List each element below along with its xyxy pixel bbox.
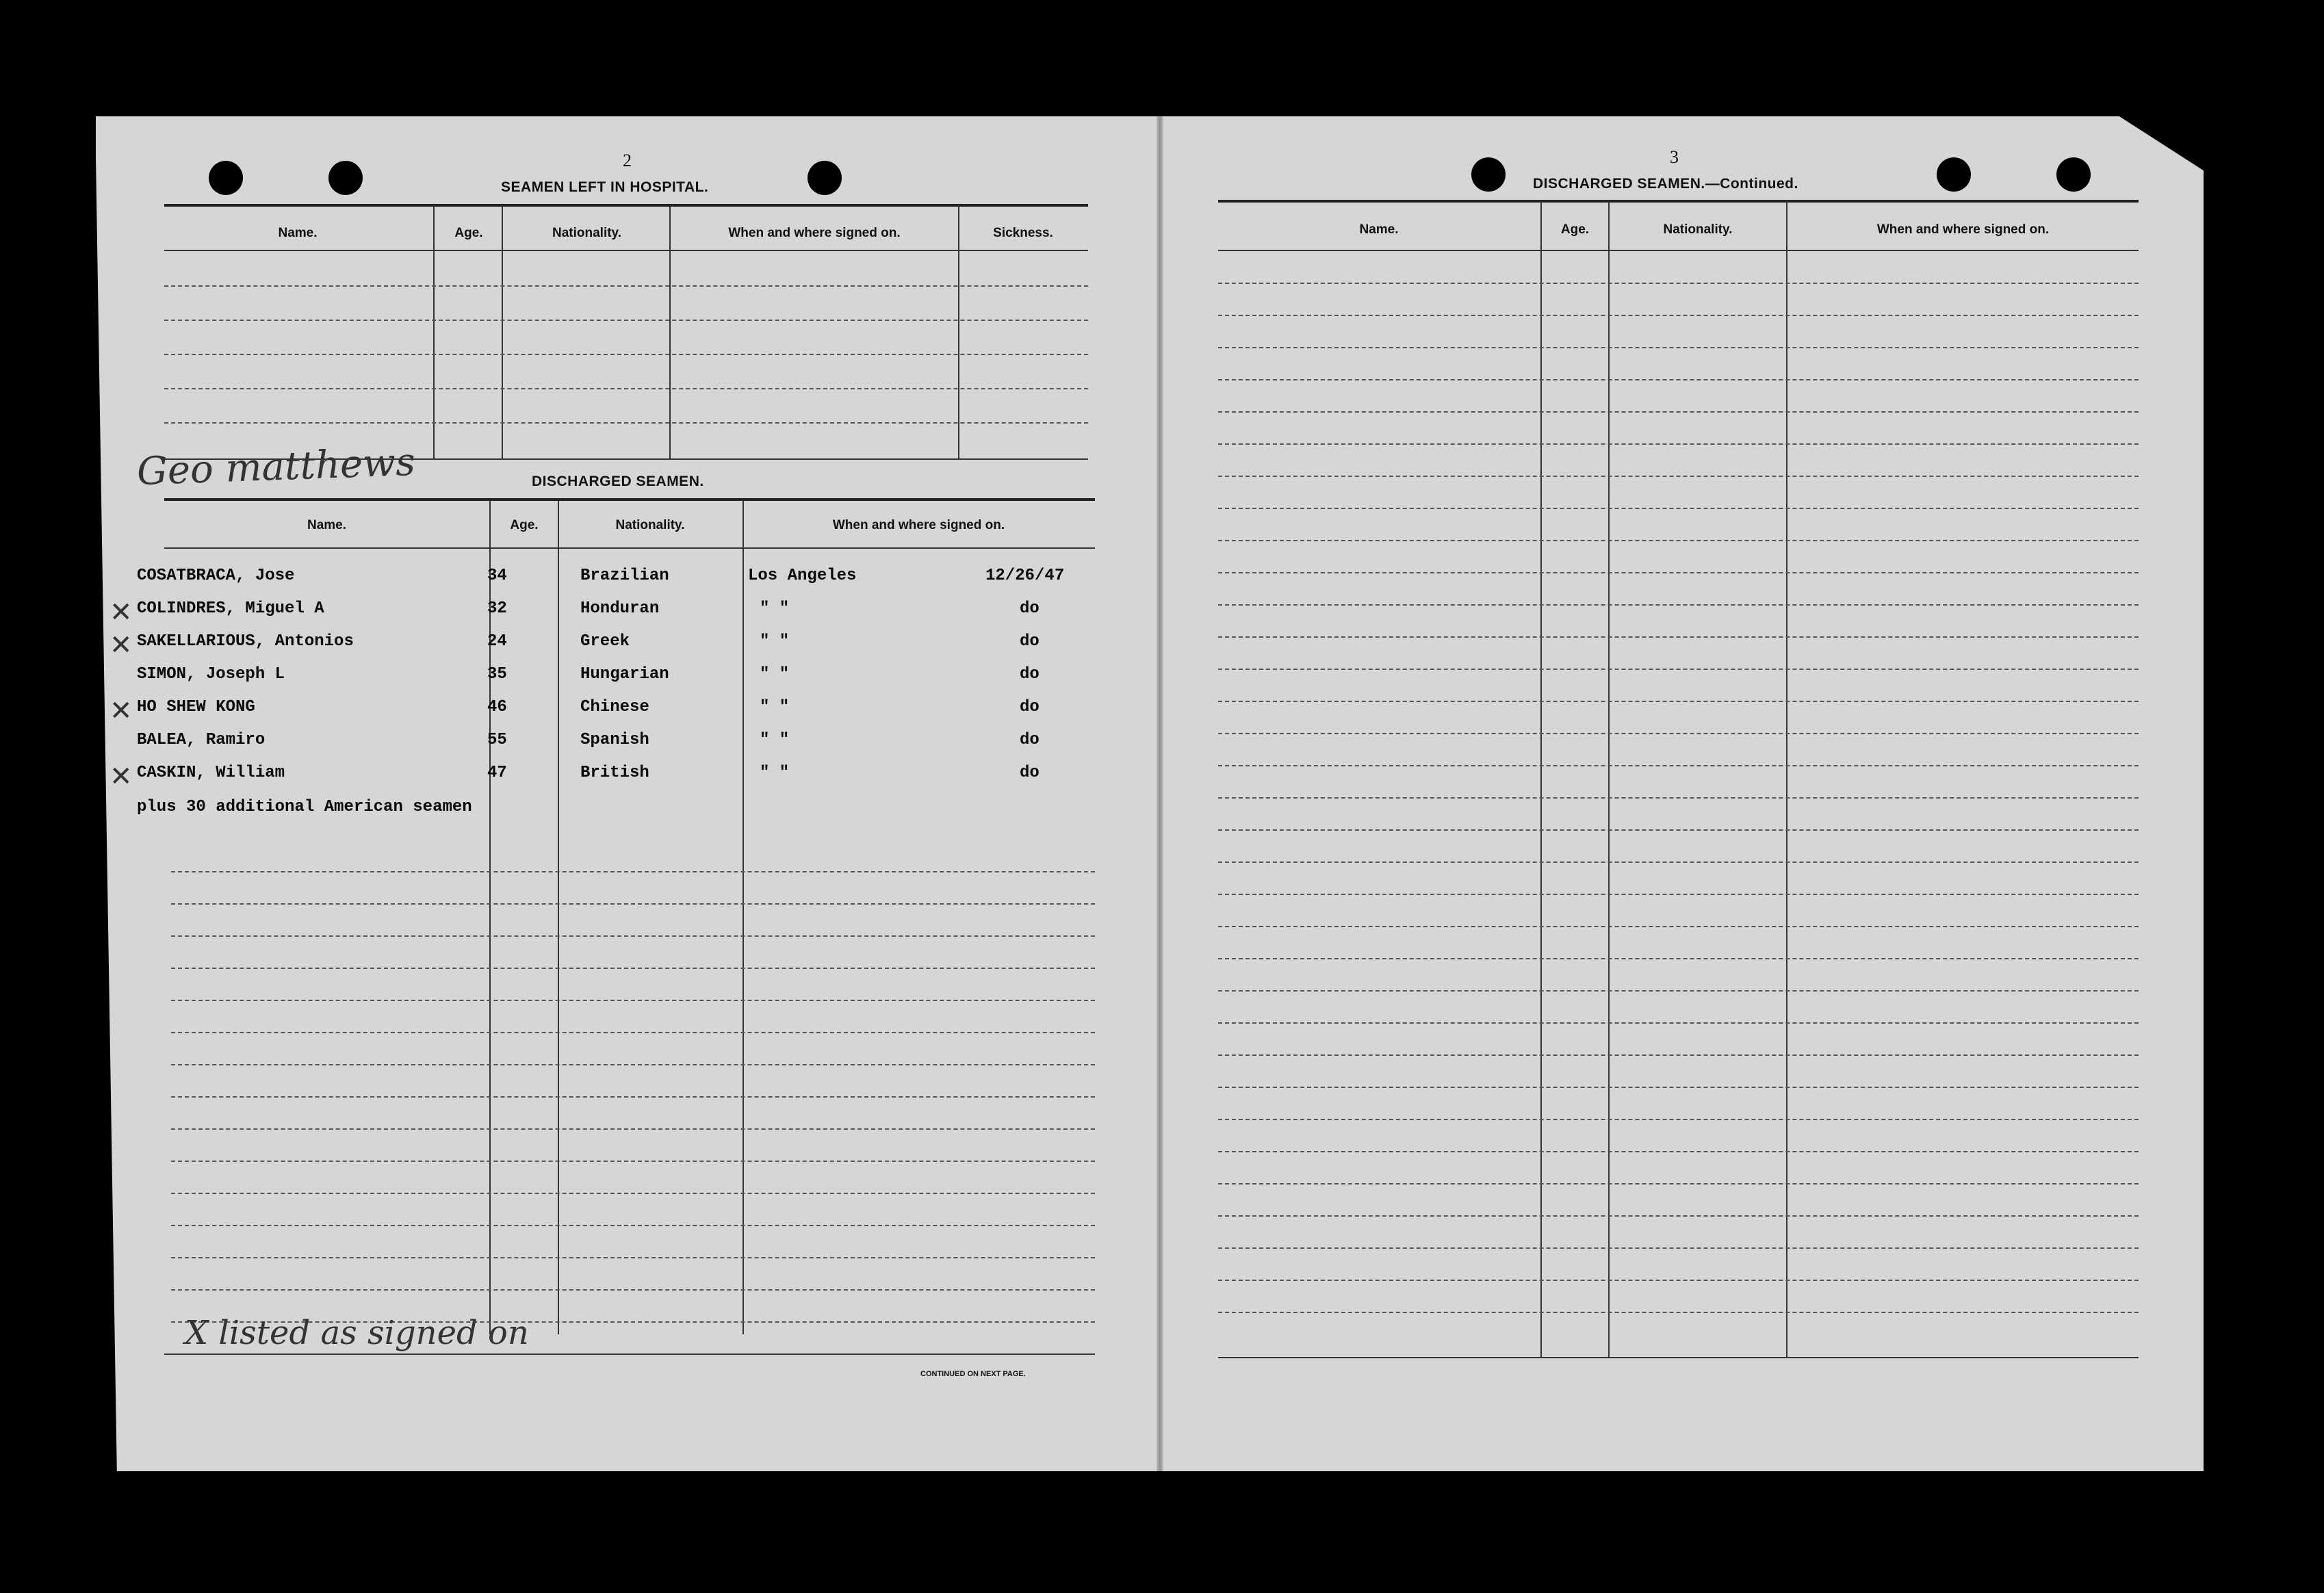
punch-hole	[328, 161, 363, 195]
seaman-age: 55	[487, 731, 507, 749]
right-header-rule	[1218, 250, 2139, 251]
seaman-nationality: Brazilian	[580, 567, 669, 585]
punch-hole	[1937, 157, 1971, 192]
right-col-signed-on: When and where signed on.	[1876, 222, 2050, 237]
ruled-line	[171, 1128, 1095, 1130]
ruled-line	[1218, 347, 2139, 348]
handwritten-footnote: X listed as signed on	[185, 1314, 529, 1352]
seaman-name: SIMON, Joseph L	[137, 665, 285, 684]
hospital-col-signed-on: When and where signed on.	[728, 226, 901, 240]
handwritten-name: Geo matthews	[135, 439, 416, 495]
seaman-name: CASKIN, William	[137, 764, 285, 782]
ruled-line	[1218, 540, 2139, 541]
seaman-nationality: Hungarian	[580, 665, 669, 684]
discharged-col-divider	[489, 500, 491, 1334]
signed-on-date: do	[1020, 632, 1040, 651]
page-fold	[1157, 116, 1163, 1471]
signed-on-place: " "	[760, 731, 790, 749]
ruled-line	[164, 320, 1088, 321]
discharged-col-signed-on: When and where signed on.	[832, 518, 1005, 532]
right-table-bottom-rule	[1218, 1357, 2139, 1358]
ruled-line	[171, 1193, 1095, 1194]
seaman-age: 24	[487, 632, 507, 651]
ruled-line	[1218, 1087, 2139, 1088]
ruled-line	[1218, 604, 2139, 606]
signed-on-place: " "	[760, 665, 790, 684]
seaman-name: HO SHEW KONG	[137, 698, 255, 716]
ruled-line	[1218, 476, 2139, 477]
ruled-line	[171, 1257, 1095, 1258]
discharged-continued-title: DISCHARGED SEAMEN.—Continued.	[1533, 176, 1798, 192]
ruled-line	[1218, 1280, 2139, 1281]
seaman-name: COSATBRACA, Jose	[137, 567, 295, 585]
ruled-line	[1218, 1054, 2139, 1056]
ruled-line	[1218, 862, 2139, 863]
right-col-age: Age.	[1560, 222, 1590, 237]
right-col-name: Name.	[1359, 222, 1399, 237]
signed-on-date: do	[1020, 665, 1040, 684]
seaman-nationality: British	[580, 764, 649, 782]
ruled-line	[1218, 958, 2139, 959]
discharged-title: DISCHARGED SEAMEN.	[532, 474, 704, 489]
ruled-line	[171, 935, 1095, 937]
seaman-age: 47	[487, 764, 507, 782]
signed-on-date: do	[1020, 599, 1040, 618]
seaman-age: 35	[487, 665, 507, 684]
ruled-line	[1218, 765, 2139, 766]
page-number: 2	[623, 151, 632, 170]
discharged-table-top-rule	[164, 498, 1095, 501]
seaman-nationality: Spanish	[580, 731, 649, 749]
ruled-line	[1218, 829, 2139, 831]
discharged-col-divider	[558, 500, 559, 1334]
page-number: 3	[1670, 147, 1679, 167]
ruled-line	[1218, 283, 2139, 284]
punch-hole	[2056, 157, 2091, 192]
signed-on-place: " "	[760, 632, 790, 651]
discharged-col-name: Name.	[307, 518, 347, 532]
ruled-line	[1218, 1022, 2139, 1024]
ruled-line	[171, 1000, 1095, 1001]
continued-footer: CONTINUED ON NEXT PAGE.	[920, 1370, 1026, 1378]
signed-on-place: " "	[760, 599, 790, 618]
ruled-line	[171, 1225, 1095, 1226]
ruled-line	[1218, 636, 2139, 638]
ruled-line	[1218, 733, 2139, 734]
punch-hole	[209, 161, 243, 195]
seaman-age: 46	[487, 698, 507, 716]
hospital-col-age: Age.	[454, 226, 483, 240]
ruled-line	[1218, 926, 2139, 927]
signed-on-place: " "	[760, 764, 790, 782]
ruled-line	[1218, 1151, 2139, 1152]
signed-on-date: 12/26/47	[985, 567, 1065, 585]
ruled-line	[171, 1064, 1095, 1065]
ruled-line	[1218, 572, 2139, 573]
additional-seamen-note: plus 30 additional American seamen	[137, 798, 472, 816]
signed-on-date: do	[1020, 698, 1040, 716]
hospital-table-top-rule	[164, 204, 1088, 207]
ruled-line	[1218, 669, 2139, 670]
hospital-header-rule	[164, 250, 1088, 251]
seaman-nationality: Greek	[580, 632, 630, 651]
ruled-line	[1218, 411, 2139, 413]
ruled-line	[171, 1032, 1095, 1033]
ruled-line	[1218, 1119, 2139, 1120]
right-col-nationality: Nationality.	[1663, 222, 1733, 237]
seaman-age: 32	[487, 599, 507, 618]
hospital-title: SEAMEN LEFT IN HOSPITAL.	[501, 179, 709, 195]
hospital-col-name: Name.	[278, 226, 318, 240]
ruled-line	[1218, 1215, 2139, 1217]
ruled-line	[171, 968, 1095, 969]
seaman-name: BALEA, Ramiro	[137, 731, 266, 749]
x-mark: ✕	[109, 761, 133, 792]
seaman-name: SAKELLARIOUS, Antonios	[137, 632, 354, 651]
discharged-col-divider	[743, 500, 744, 1334]
ruled-line	[164, 285, 1088, 287]
hospital-col-sickness: Sickness.	[993, 226, 1053, 240]
ruled-line	[1218, 894, 2139, 895]
signed-on-date: do	[1020, 764, 1040, 782]
signed-on-place: " "	[760, 698, 790, 716]
ruled-line	[171, 871, 1095, 872]
right-table-top-rule	[1218, 200, 2139, 203]
seaman-nationality: Chinese	[580, 698, 649, 716]
ruled-line	[164, 354, 1088, 355]
discharged-col-age: Age.	[510, 518, 539, 532]
ruled-line	[1218, 1183, 2139, 1184]
seaman-name: COLINDRES, Miguel A	[137, 599, 324, 618]
ruled-line	[1218, 1247, 2139, 1249]
ruled-line	[1218, 508, 2139, 509]
ruled-line	[1218, 443, 2139, 445]
ruled-line	[171, 1096, 1095, 1098]
discharged-table-bottom-rule	[164, 1354, 1095, 1355]
punch-hole	[1471, 157, 1506, 192]
discharged-header-rule	[164, 547, 1095, 549]
ruled-line	[171, 1289, 1095, 1291]
x-mark: ✕	[109, 695, 133, 727]
ruled-line	[164, 388, 1088, 389]
ruled-line	[1218, 315, 2139, 316]
ruled-line	[171, 1161, 1095, 1162]
seaman-age: 34	[487, 567, 507, 585]
hospital-col-nationality: Nationality.	[552, 226, 621, 240]
ruled-line	[1218, 990, 2139, 992]
x-mark: ✕	[109, 630, 133, 661]
ruled-line	[1218, 797, 2139, 799]
ruled-line	[1218, 1312, 2139, 1313]
discharged-col-nationality: Nationality.	[615, 518, 685, 532]
ruled-line	[1218, 379, 2139, 380]
ruled-line	[171, 903, 1095, 905]
punch-hole	[808, 161, 842, 195]
seaman-nationality: Honduran	[580, 599, 660, 618]
signed-on-place: Los Angeles	[748, 567, 857, 585]
ruled-line	[1218, 701, 2139, 702]
signed-on-date: do	[1020, 731, 1040, 749]
ruled-line	[164, 422, 1088, 424]
x-mark: ✕	[109, 597, 133, 628]
